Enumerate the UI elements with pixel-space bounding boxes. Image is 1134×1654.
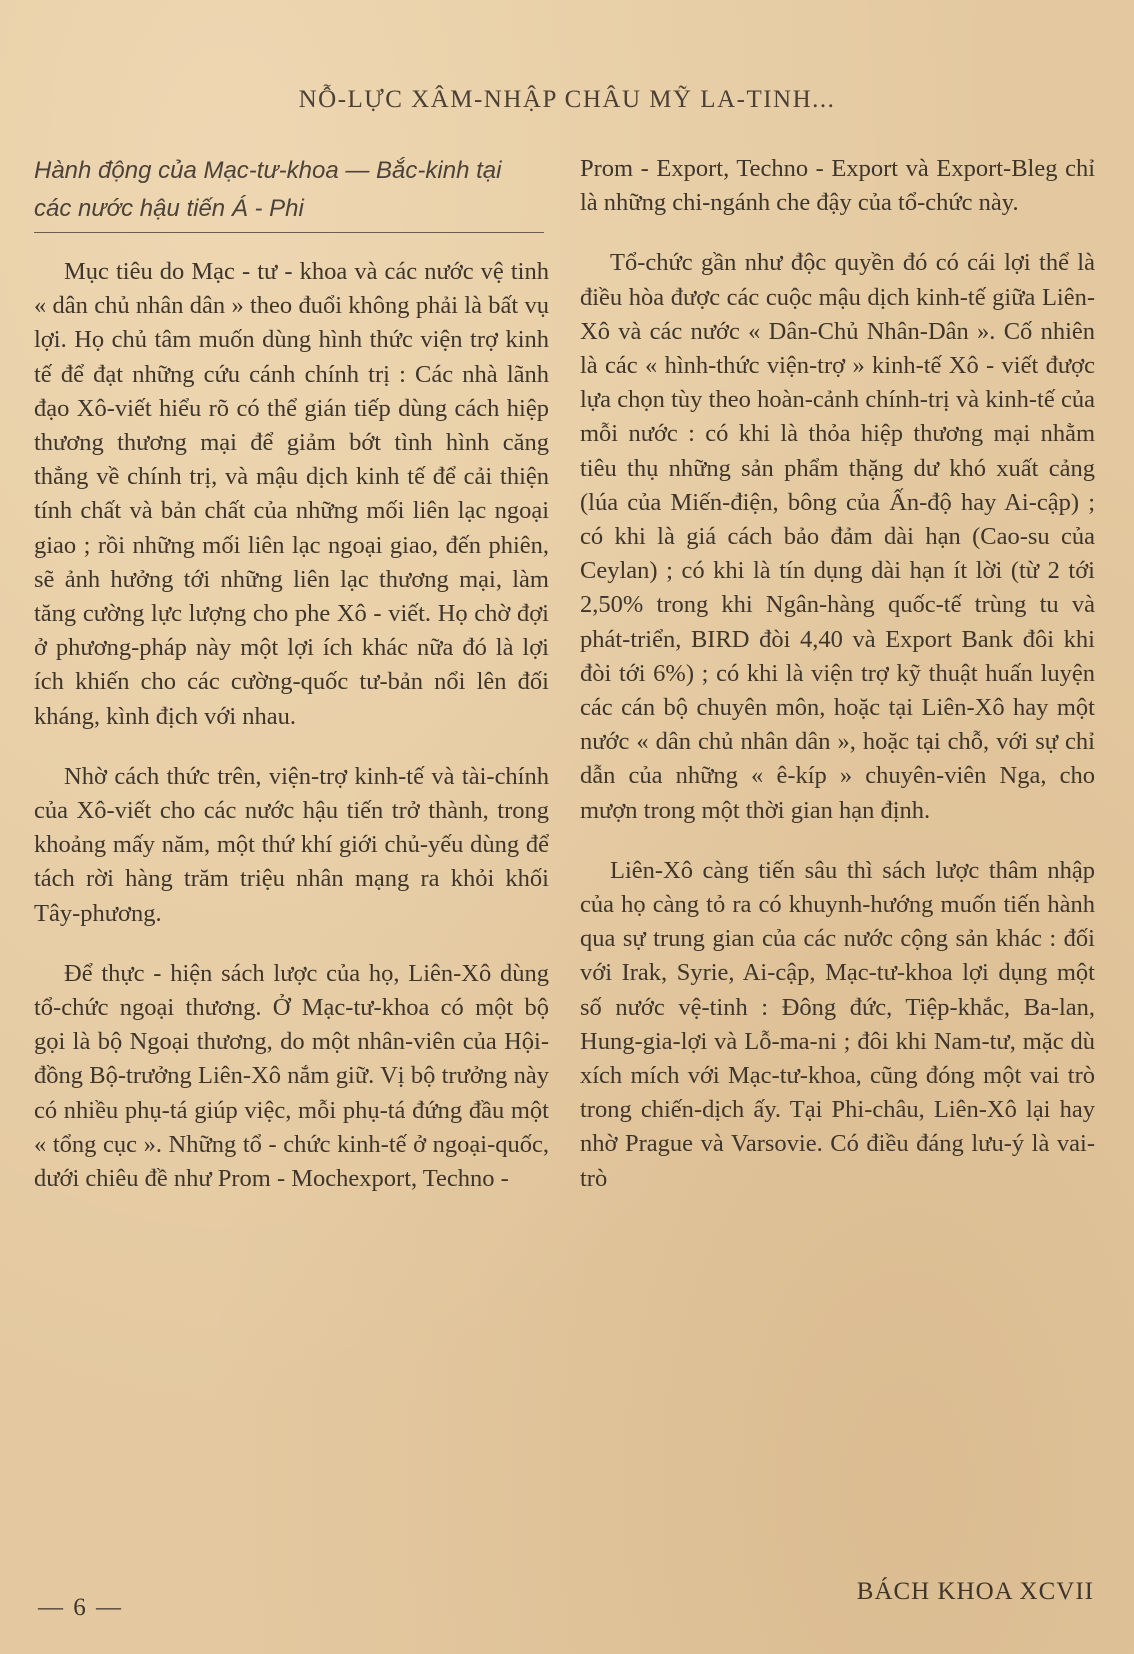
paragraph: Liên-Xô càng tiến sâu thì sách lược thâm nhập của họ càng tỏ ra có khuynh-hướng muốn tiến hành qua sự trung gian của các nước cộng sản khác : đối với Irak, Syrie, Ai-cập, Mạc-tư-khoa lợi dụng một số nước vệ-tinh : Đông đức, Tiệp-khắc, Ba-lan, Hung-gia-lợi và Lỗ-ma-ni ; đôi khi Nam-tư, mặc dù xích mích với Mạc-tư-khoa, cũng đóng một vai trò trong chiến-dịch ấy. Tại Phi-châu, Liên-Xô lại hay nhờ Prague và Varsovie. Có điều đáng lưu-ý là vai-trò [580,856,1095,1192]
journal-name: BÁCH KHOA XCVII [856,1578,1094,1605]
paragraph: Nhờ cách thức trên, viện-trợ kinh-tế và tài-chính của Xô-viết cho các nước hậu tiến trở thành, trong khoảng mấy năm, một thứ khí giới chủ-yếu dùng để tách rời hàng trăm triệu nhân mạng ra khỏi khối Tây-phương. [34,762,549,927]
left-column [34,152,549,1222]
right-column [580,152,1095,1222]
paragraph: Để thực - hiện sách lược của họ, Liên-Xô dùng tổ-chức ngoại thương. Ở Mạc-tư-khoa có một bộ gọi là bộ Ngoại thương, do một nhân-viên của Hội-đồng Bộ-trưởng Liên-Xô nắm giữ. Vị bộ trưởng này có nhiều phụ-tá giúp việc, mỗi phụ-tá đứng đầu một « tổng cục ». Những tổ - chức kinh-tế ở ngoại-quốc, dưới chiêu đề như Prom - Mochexport, Techno - [34,959,549,1193]
running-title: NỖ-LỰC XÂM-NHẬP CHÂU MỸ LA-TINH... [298,86,836,113]
paragraph: Prom - Export, Techno - Export và Export-Bleg chỉ là những chi-ngánh che đậy của tổ-chức này. [580,155,1095,217]
section-heading: Hành động của Mạc-tư-khoa — Bắc-kinh tại các nước hậu tiến Á - Phi [34,152,544,233]
paragraph: Tổ-chức gần như độc quyền đó có cái lợi thể là điều hòa được các cuộc mậu dịch kinh-tế giữa Liên-Xô và các nước « Dân-Chủ Nhân-Dân ». Cố nhiên là các « hình-thức viện-trợ » kinh-tế Xô - viết được lựa chọn tùy theo hoàn-cảnh chính-trị và kinh-tế của mỗi nước : có khi là thỏa hiệp thương mại nhằm tiêu thụ những sản phẩm thặng dư khó xuất cảng (lúa của Miến-điện, bông của Ấn-độ hay Ai-cập) ; có khi là giá cách bảo đảm dài hạn (Cao-su của Ceylan) ; có khi là tín dụng dài hạn ít lời (từ 2 tới 2,50% trong khi Ngân-hàng quốc-tế trùng tu và phát-triển, BIRD đòi 4,40 và Export Bank đôi khi đòi tới 6%) ; có khi là viện trợ kỹ thuật huấn luyện các cán bộ chuyên môn, hoặc tại Liên-Xô hay một nước « dân chủ nhân dân », hoặc tại chỗ, với sự chỉ dẫn của những « ê-kíp » chuyên-viên Nga, cho mượn trong một thời gian hạn định. [580,249,1095,824]
paragraph: Mục tiêu do Mạc - tư - khoa và các nước vệ tinh « dân chủ nhân dân » theo đuổi không phải là bất vụ lợi. Họ chủ tâm muốn dùng hình thức viện trợ kinh tế để đạt những cứu cánh chính trị : Các nhà lãnh đạo Xô-viết hiểu rõ có thể gián tiếp dùng cách hiệp thương thương mại để giảm bớt tình hình căng thẳng về chính trị, và mậu dịch kinh tế để cải thiện tính chất và bản chất của những mối liên lạc ngoại giao ; rồi những mối liên lạc ngoại giao, đến phiên, sẽ ảnh hưởng tới những liên lạc thương mại, làm tăng cường lực lượng cho phe Xô - viết. Họ chờ đợi ở phương-pháp này một lợi ích khác nữa đó là lợi ích khiến cho các cường-quốc tư-bản nổi lên đối kháng, kình địch với nhau. [34,258,549,730]
page-number: — 6 — [38,1594,123,1621]
